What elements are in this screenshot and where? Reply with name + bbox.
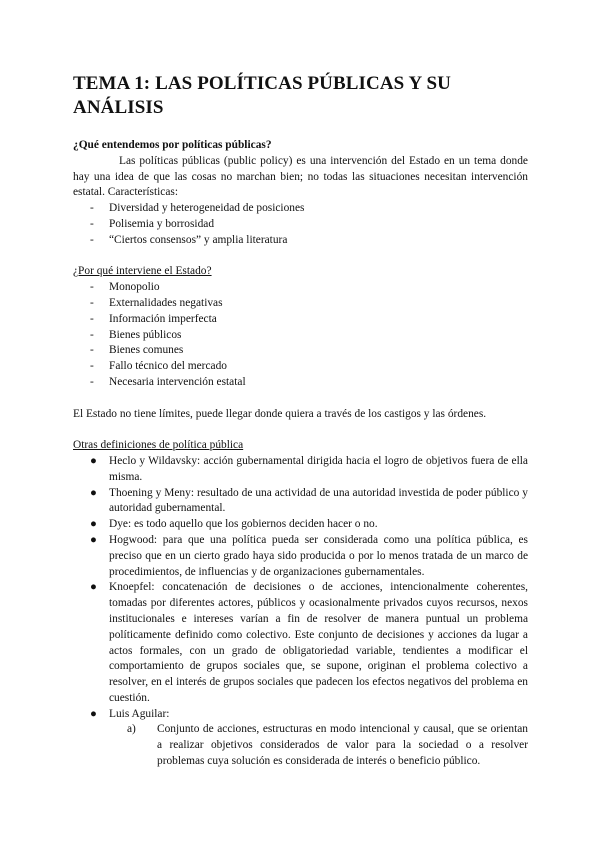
document-page bbox=[73, 72, 528, 770]
statement-paragraph: El Estado no tiene límites, puede llegar donde quiera a través de los castigos y las órdenes. bbox=[73, 407, 487, 420]
list-item bbox=[73, 707, 528, 723]
definition-text: Heclo y Wildavsky: acción gubernamental dirigida hacia el logro de objetivos fuera de ella misma. bbox=[109, 454, 528, 483]
definition-text: Dye: es todo aquello que los gobiernos deciden hacer o no. bbox=[109, 518, 378, 531]
section3-heading: Otras definiciones de política pública bbox=[73, 439, 244, 452]
definition-text: Thoening y Meny: resultado de una actividad de una autoridad investida de poder público y autoridad gubernamental. bbox=[109, 486, 528, 515]
list-item bbox=[73, 486, 528, 518]
bullet-icon: ● bbox=[90, 518, 97, 531]
list-item bbox=[73, 454, 528, 486]
bullet-icon: ● bbox=[90, 707, 97, 720]
list-item: - Necesaria intervención estatal bbox=[73, 375, 528, 391]
list-item: - Fallo técnico del mercado bbox=[73, 359, 528, 375]
list-item: - Polisemia y borrosidad bbox=[73, 217, 528, 233]
list-item bbox=[73, 580, 528, 706]
section1-heading: ¿Qué entendemos por políticas públicas? bbox=[73, 139, 272, 151]
sub-item-marker: a) bbox=[127, 723, 136, 736]
list-item bbox=[73, 533, 528, 580]
list-item: - Bienes comunes bbox=[73, 343, 528, 359]
page-title: TEMA 1: LAS POLÍTICAS PÚBLICAS Y SU ANÁLISIS bbox=[73, 73, 451, 118]
list-item: - Bienes públicos bbox=[73, 328, 528, 344]
bullet-icon: ● bbox=[90, 454, 97, 467]
section1-list bbox=[73, 201, 528, 248]
definition-text: Hogwood: para que una política pueda ser considerada como una política pública, es preciso que en un cierto grado haya sido producida o por lo menos tratada de un marco de procedimientos, de influencias y de organizaciones gubernamentales. bbox=[109, 533, 528, 578]
section2-heading: ¿Por qué interviene el Estado? bbox=[73, 265, 212, 278]
section1-paragraph: Las políticas públicas (public policy) es una intervención del Estado en un tema donde hay una idea de que las cosas no marchan bien; no todas las situaciones necesitan intervención estatal. Características: bbox=[73, 154, 528, 199]
list-item: - Externalidades negativas bbox=[73, 296, 528, 312]
sub-item-text: Conjunto de acciones, estructuras en modo intencional y causal, que se orientan a realizar objetivos considerados de valor para la sociedad o a resolver problemas cuya solución es considerada de interés o beneficio público. bbox=[157, 723, 528, 768]
definition-text: Luis Aguilar: bbox=[109, 707, 170, 720]
list-item: - Información imperfecta bbox=[73, 312, 528, 328]
list-item: - Diversidad y heterogeneidad de posiciones bbox=[73, 201, 528, 217]
list-item: - “Ciertos consensos” y amplia literatura bbox=[73, 233, 528, 249]
bullet-icon: ● bbox=[90, 533, 97, 546]
section3-sublist bbox=[73, 722, 528, 769]
list-item bbox=[73, 517, 528, 533]
section3-list bbox=[73, 454, 528, 723]
bullet-icon: ● bbox=[90, 486, 97, 499]
list-item: - Monopolio bbox=[73, 280, 528, 296]
definition-text: Knoepfel: concatenación de decisiones o de acciones, intencionalmente coherentes, tomadas por diferentes actores, públicos y ocasionalmente privados cuyos recursos, nexos institucionales e intereses varían a fin de resolver de manera puntual un problema políticamente definido como colectivo. Este conjunto de decisiones y acciones da lugar a actos formales, con un grado de obligatoriedad variable, tendientes a modificar el comportamiento de grupos sociales que, se supone, originan el problema colectivo a resolver, en el interés de grupos sociales que padecen los efectos negativos del problema en cuestión. bbox=[109, 581, 528, 704]
sub-list-item bbox=[73, 722, 528, 769]
section2-list bbox=[73, 280, 528, 391]
bullet-icon: ● bbox=[90, 581, 97, 594]
